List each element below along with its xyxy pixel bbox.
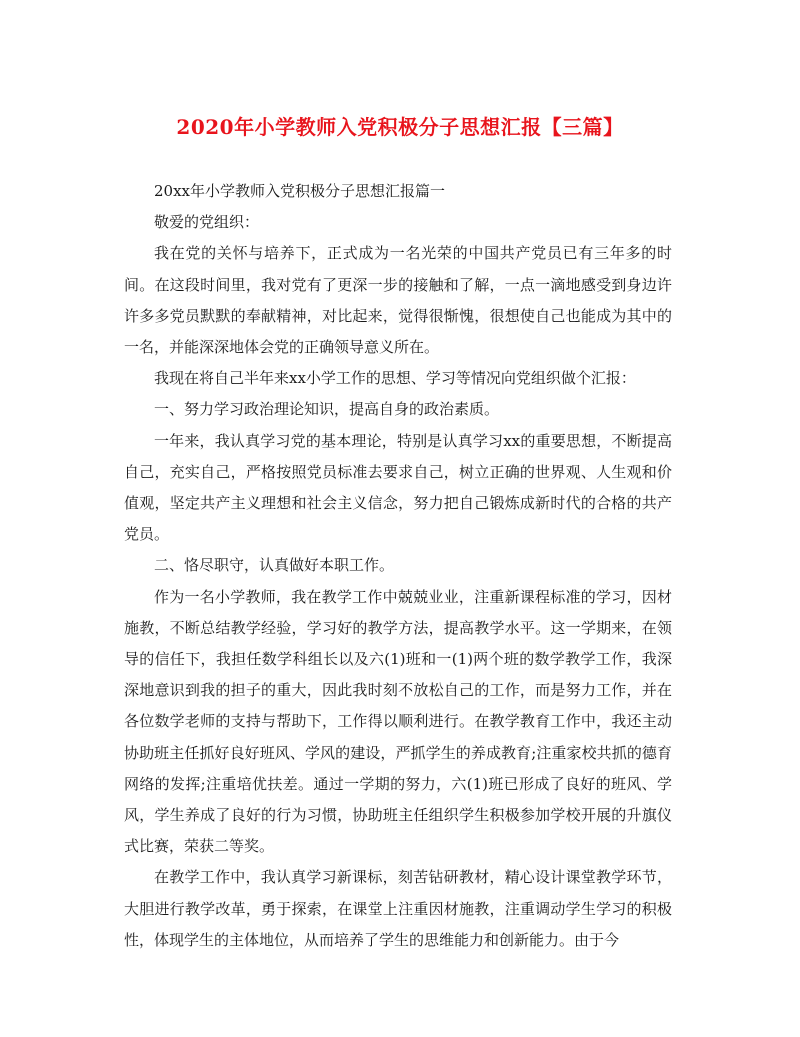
paragraph: 一年来，我认真学习党的基本理论，特别是认真学习xx的重要思想，不断提高自己，充实自己，严格按照党员标准去要求自己，树立正确的世界观、人生观和价值观，坚定共产主义理想和社会主义信念，努力把自己锻炼成新时代的合格的共产党员。 <box>124 431 672 544</box>
paragraph: 我现在将自己半年来xx小学工作的思想、学习等情况向党组织做个汇报： <box>154 369 636 388</box>
paragraph: 在教学工作中，我认真学习新课标，刻苦钻研教材，精心设计课堂教学环节，大胆进行教学改革，勇于探索，在课堂上注重因材施教，注重调动学生学习的积极性，体现学生的主体地位，从而培养了学生的思维能力和创新能力。由于今 <box>124 868 672 949</box>
salutation: 敬爱的党组织： <box>154 213 260 232</box>
document-title: 2020年小学教师入党积极分子思想汇报【三篇】 <box>176 115 624 139</box>
section-heading: 20xx年小学教师入党积极分子思想汇报篇一 <box>154 182 446 200</box>
document-body <box>124 176 672 956</box>
paragraph: 我在党的关怀与培养下，正式成为一名光荣的中国共产党员已有三年多的时间。在这段时间里，我对党有了更深一步的接触和了解，一点一滴地感受到身边许许多多党员默默的奉献精神，对比起来，觉得很惭愧，很想使自己也能成为其中的一名，并能深深地体会党的正确领导意义所在。 <box>124 244 672 357</box>
paragraph: 作为一名小学教师，我在教学工作中兢兢业业，注重新课程标准的学习，因材施教，不断总结教学经验，学习好的教学方法，提高教学水平。这一学期来，在领导的信任下，我担任数学科组长以及六(1)班和一(1)两个班的数学教学工作，我深深地意识到我的担子的重大，因此我时刻不放松自己的工作，而是努力工作，并在各位数学老师的支持与帮助下，工作得以顺利进行。在教学教育工作中，我还主动协助班主任抓好良好班风、学风的建设，严抓学生的养成教育;注重家校共抓的德育网络的发挥;注重培优扶差。通过一学期的努力，六(1)班已形成了良好的班风、学风，学生养成了良好的行为习惯，协助班主任组织学生积极参加学校开展的升旗仪式比赛，荣获二等奖。 <box>124 587 672 856</box>
subheading: 二、恪尽职守，认真做好本职工作。 <box>154 556 395 575</box>
subheading: 一、努力学习政治理论知识，提高自身的政治素质。 <box>154 400 500 419</box>
